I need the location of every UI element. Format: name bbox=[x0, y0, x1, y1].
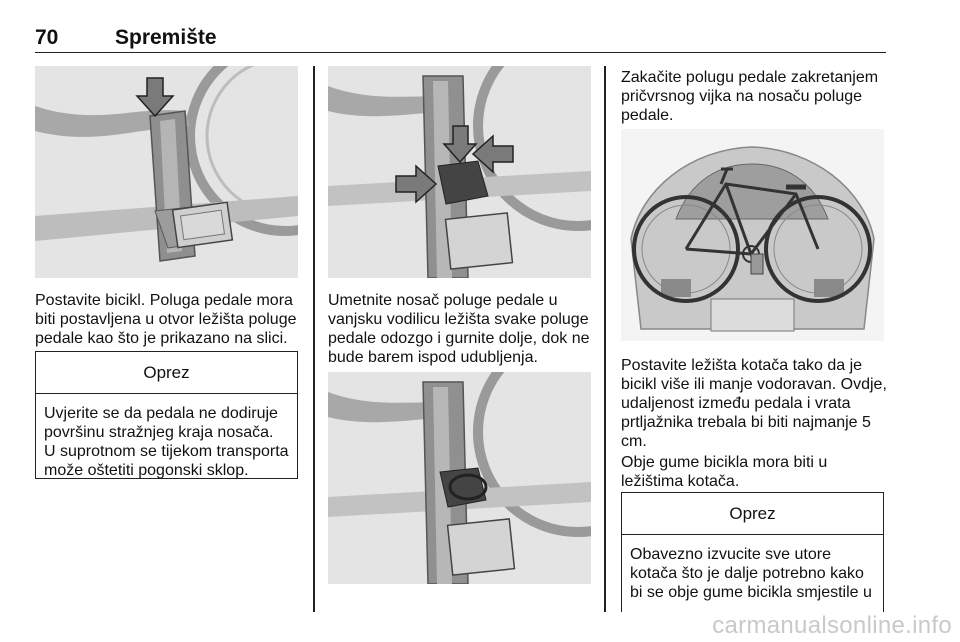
page-number: 70 bbox=[35, 26, 59, 49]
page-header bbox=[35, 26, 886, 53]
col2-paragraph: Umetnite nosač poluge pedale u vanjsku vodilicu ležišta svake poluge pedale odozgo i gurnite dolje, dok ne bude barem ispod udubljenja. bbox=[328, 292, 590, 366]
caution-title-2: Oprez bbox=[622, 493, 883, 535]
caution-title-1: Oprez bbox=[36, 352, 297, 394]
section-title: Spremište bbox=[115, 26, 217, 49]
col1-paragraph: Postavite bicikl. Poluga pedale mora biti postavljena u otvor ležišta poluge pedale kao što je prikazano na slici. bbox=[35, 292, 297, 347]
column-divider-2 bbox=[604, 66, 606, 612]
caution-box-1 bbox=[35, 351, 298, 479]
caution-body-2: Obavezno izvucite sve utore kotača što je dalje potrebno kako bi se obje gume bicikla smjestile u bbox=[630, 546, 872, 601]
watermark: carmanualsonline.info bbox=[712, 612, 952, 639]
caution-body-1: Uvjerite se da pedala ne dodiruje površinu stražnjeg kraja nosača. U suprotnom se tijekom transporta može oštetiti pogonski sklop. bbox=[44, 405, 289, 479]
illustration-pedal-lever bbox=[35, 66, 298, 278]
col3-paragraph-2: Postavite ležišta kotača tako da je bicikl više ili manje vodoravan. Ovdje, udaljenost između pedala i vrata prtljažnika trebala bi biti najmanje 5 cm. bbox=[621, 357, 887, 450]
caution-box-2 bbox=[621, 492, 884, 612]
illustration-insert-holder bbox=[328, 66, 591, 278]
illustration-holder-secured bbox=[328, 372, 591, 584]
col3-paragraph-1: Zakačite polugu pedale zakretanjem pričvrsnog vijka na nosaču poluge pedale. bbox=[621, 69, 879, 124]
col3-paragraph-3: Obje gume bicikla mora biti u ležištima kotača. bbox=[621, 454, 828, 490]
column-divider-1 bbox=[313, 66, 315, 612]
illustration-car-with-bike bbox=[621, 129, 884, 341]
